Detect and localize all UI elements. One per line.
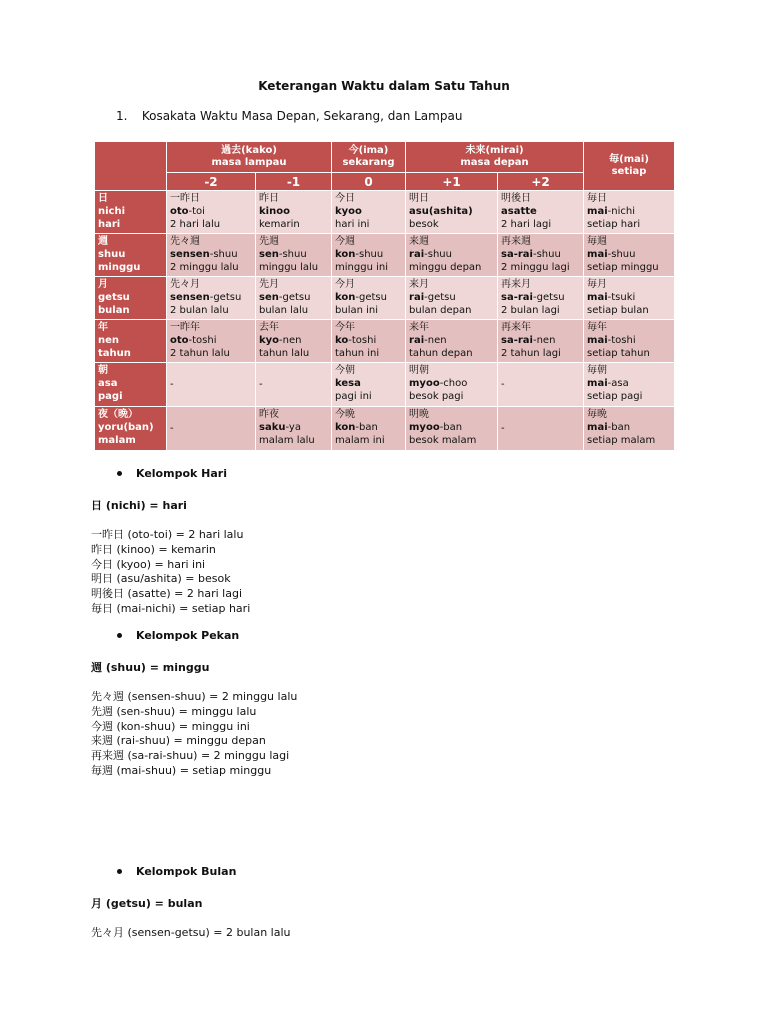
cell-meaning: 2 hari lagi bbox=[501, 219, 552, 230]
bullet-item bbox=[117, 467, 227, 480]
vocab-line: 来週 (rai-shuu) = minggu depan bbox=[91, 734, 266, 748]
table-row bbox=[95, 320, 675, 363]
table-cell bbox=[584, 320, 675, 363]
table-cell bbox=[332, 277, 406, 320]
cell-romaji bbox=[587, 205, 671, 218]
vocab-line: 明日 (asu/ashita) = besok bbox=[91, 572, 231, 586]
cell-kanji: 今晩 bbox=[335, 409, 356, 420]
group-heading: 日 (nichi) = hari bbox=[91, 499, 187, 512]
cell-romaji bbox=[409, 377, 494, 390]
cell-meaning: minggu lalu bbox=[259, 262, 319, 273]
cell-romaji-rest: -toshi bbox=[607, 335, 636, 346]
table-cell bbox=[584, 234, 675, 277]
cell-romaji bbox=[409, 421, 494, 434]
row-header-text: 日 bbox=[98, 193, 108, 204]
cell-kanji: 一昨日 bbox=[170, 193, 200, 204]
cell-meaning: setiap hari bbox=[587, 219, 641, 230]
cell-meaning: tahun ini bbox=[335, 348, 380, 359]
cell-kanji: 再来週 bbox=[501, 236, 532, 247]
cell-meaning: 2 tahun lalu bbox=[170, 348, 230, 359]
table-row bbox=[95, 407, 675, 451]
empty-dash: - bbox=[501, 379, 505, 390]
cell-kanji: 一昨年 bbox=[170, 322, 200, 333]
row-header-text: malam bbox=[98, 435, 136, 446]
cell-meaning: 2 minggu lalu bbox=[170, 262, 239, 273]
cell-romaji-rest: -ban bbox=[439, 422, 463, 433]
table-cell bbox=[256, 363, 332, 407]
cell-kanji: 毎日 bbox=[587, 193, 608, 204]
cell-kanji: 再来年 bbox=[501, 322, 532, 333]
cell-romaji-bold: sa-rai bbox=[501, 335, 533, 346]
bullet-dot-icon bbox=[117, 633, 122, 638]
cell-meaning: 2 hari lalu bbox=[170, 219, 221, 230]
cell-romaji bbox=[587, 291, 671, 304]
cell-romaji-bold: mai bbox=[587, 249, 608, 260]
table-cell bbox=[256, 277, 332, 320]
cell-romaji-bold: sensen bbox=[170, 292, 210, 303]
row-header-text: nichi bbox=[98, 206, 126, 217]
cell-romaji-rest: -nen bbox=[532, 335, 556, 346]
bullet-text: Kelompok Bulan bbox=[136, 865, 237, 878]
vocab-line: 一昨日 (oto-toi) = 2 hari lalu bbox=[91, 528, 244, 541]
cell-romaji bbox=[170, 291, 252, 304]
cell-romaji-rest: -shuu bbox=[209, 249, 238, 260]
table-cell bbox=[332, 363, 406, 407]
cell-romaji bbox=[335, 248, 402, 261]
cell-romaji-rest: -asa bbox=[607, 378, 629, 389]
cell-romaji bbox=[259, 248, 328, 261]
cell-romaji-bold: sa-rai bbox=[501, 292, 533, 303]
cell-romaji-bold: sa-rai bbox=[501, 249, 533, 260]
cell-romaji-rest: -getsu bbox=[532, 292, 565, 303]
cell-romaji bbox=[409, 334, 494, 347]
table-row bbox=[95, 277, 675, 320]
table-cell bbox=[584, 363, 675, 407]
vocab-line: 毎週 (mai-shuu) = setiap minggu bbox=[91, 764, 272, 777]
numbered-list-item bbox=[116, 109, 462, 123]
cell-romaji bbox=[587, 377, 671, 390]
cell-kanji: 明晩 bbox=[409, 409, 430, 420]
row-header-text: tahun bbox=[98, 348, 131, 359]
cell-kanji: 先々週 bbox=[170, 236, 200, 247]
cell-romaji-bold: asatte bbox=[501, 206, 537, 217]
table-cell bbox=[406, 363, 498, 407]
cell-meaning: malam ini bbox=[335, 435, 385, 446]
cell-kanji: 昨日 bbox=[259, 193, 279, 204]
cell-kanji: 毎年 bbox=[587, 322, 608, 333]
header-group-mirai: 未来(mirai) masa depan bbox=[406, 142, 584, 173]
cell-romaji bbox=[170, 205, 252, 218]
cell-romaji-bold: kesa bbox=[335, 378, 361, 389]
cell-meaning: besok pagi bbox=[409, 391, 464, 402]
cell-romaji-rest: -toi bbox=[188, 206, 205, 217]
cell-meaning: setiap pagi bbox=[587, 391, 643, 402]
table-cell bbox=[406, 234, 498, 277]
table-cell bbox=[584, 277, 675, 320]
list-text: Kosakata Waktu Masa Depan, Sekarang, dan Lampau bbox=[141, 109, 463, 123]
cell-meaning: tahun depan bbox=[409, 348, 473, 359]
cell-kanji: 来年 bbox=[409, 322, 430, 333]
cell-romaji-rest: -getsu bbox=[424, 292, 456, 303]
group-heading: 週 (shuu) = minggu bbox=[91, 661, 210, 674]
header-group-ima: 今(ima) sekarang bbox=[332, 142, 406, 173]
cell-kanji: 明朝 bbox=[409, 365, 430, 376]
table-cell bbox=[498, 277, 584, 320]
table-cell bbox=[167, 277, 256, 320]
time-vocabulary-table bbox=[94, 141, 675, 451]
cell-kanji: 来週 bbox=[409, 236, 430, 247]
vocab-line: 今日 (kyoo) = hari ini bbox=[91, 557, 206, 571]
cell-romaji-bold: saku bbox=[259, 422, 286, 433]
cell-romaji bbox=[409, 248, 494, 261]
cell-meaning: setiap bulan bbox=[587, 305, 649, 316]
cell-kanji: 今年 bbox=[335, 322, 356, 333]
cell-meaning: malam lalu bbox=[259, 435, 315, 446]
list-number: 1. bbox=[116, 109, 128, 123]
cell-romaji-bold: kon bbox=[335, 422, 356, 433]
bullet-text: Kelompok Pekan bbox=[136, 629, 240, 642]
table-row bbox=[95, 234, 675, 277]
table-cell bbox=[256, 234, 332, 277]
row-header bbox=[95, 191, 167, 234]
cell-romaji bbox=[170, 334, 252, 347]
cell-meaning: kemarin bbox=[259, 219, 300, 230]
cell-romaji-rest: -choo bbox=[439, 378, 468, 389]
cell-romaji bbox=[409, 205, 494, 218]
table-row bbox=[95, 191, 675, 234]
offset-zero: 0 bbox=[332, 173, 406, 191]
cell-romaji bbox=[259, 291, 328, 304]
row-header-text: getsu bbox=[98, 292, 130, 303]
table-cell bbox=[167, 320, 256, 363]
cell-romaji-rest: -shuu bbox=[607, 249, 636, 260]
cell-meaning: 2 minggu lagi bbox=[501, 262, 570, 273]
table-cell bbox=[584, 191, 675, 234]
row-header bbox=[95, 320, 167, 363]
cell-romaji bbox=[409, 291, 494, 304]
cell-kanji: 明後日 bbox=[501, 193, 532, 204]
cell-romaji bbox=[170, 248, 252, 261]
row-header-text: pagi bbox=[98, 391, 123, 402]
cell-romaji-bold: kinoo bbox=[259, 206, 290, 217]
cell-romaji-rest: -getsu bbox=[209, 292, 242, 303]
cell-romaji bbox=[501, 291, 580, 304]
cell-romaji-bold: mai bbox=[587, 335, 608, 346]
cell-romaji-bold: kyoo bbox=[335, 206, 362, 217]
row-header-text: 週 bbox=[98, 236, 108, 247]
header-group-kako: 過去(kako) masa lampau bbox=[167, 142, 332, 173]
cell-kanji: 再来月 bbox=[501, 279, 532, 290]
cell-romaji bbox=[335, 334, 402, 347]
offset-plus-2: +2 bbox=[498, 173, 584, 191]
cell-romaji-bold: myoo bbox=[409, 378, 440, 389]
header-group-mai: 毎(mai) setiap bbox=[584, 142, 675, 191]
cell-meaning: bulan ini bbox=[335, 305, 379, 316]
cell-romaji-rest: -shuu bbox=[355, 249, 384, 260]
empty-dash: - bbox=[501, 423, 505, 434]
table-cell bbox=[167, 234, 256, 277]
cell-meaning: bulan depan bbox=[409, 305, 472, 316]
cell-meaning: setiap malam bbox=[587, 435, 656, 446]
cell-kanji: 毎週 bbox=[587, 236, 608, 247]
cell-romaji-rest: -nen bbox=[279, 335, 302, 346]
table-cell bbox=[498, 234, 584, 277]
cell-kanji: 今月 bbox=[335, 279, 356, 290]
cell-romaji-rest: -shuu bbox=[424, 249, 452, 260]
cell-romaji-bold: myoo bbox=[409, 422, 440, 433]
row-header-text: 夜（晩） bbox=[98, 409, 138, 420]
bullet-dot-icon bbox=[117, 869, 122, 874]
cell-romaji-rest: -shuu bbox=[278, 249, 307, 260]
table-cell bbox=[406, 407, 498, 451]
table-cell bbox=[256, 191, 332, 234]
cell-kanji: 毎晩 bbox=[587, 409, 608, 420]
cell-meaning: 2 bulan lagi bbox=[501, 305, 560, 316]
offset-minus-2: -2 bbox=[167, 173, 256, 191]
cell-meaning: setiap minggu bbox=[587, 262, 659, 273]
cell-romaji-rest: -shuu bbox=[532, 249, 561, 260]
cell-meaning: 2 tahun lagi bbox=[501, 348, 561, 359]
cell-romaji bbox=[335, 421, 402, 434]
vocab-line: 先々月 (sensen-getsu) = 2 bulan lalu bbox=[91, 926, 291, 939]
cell-romaji-bold: sensen bbox=[170, 249, 210, 260]
cell-romaji-bold: oto bbox=[170, 335, 189, 346]
bullet-text: Kelompok Hari bbox=[136, 467, 227, 480]
table-cell bbox=[406, 191, 498, 234]
cell-romaji-bold: mai bbox=[587, 292, 608, 303]
cell-romaji-bold: rai bbox=[409, 292, 425, 303]
cell-romaji-bold: kon bbox=[335, 292, 356, 303]
cell-kanji: 毎朝 bbox=[587, 365, 608, 376]
row-header-text: shuu bbox=[98, 249, 126, 260]
row-header-text: 年 bbox=[98, 322, 108, 333]
table-cell bbox=[256, 407, 332, 451]
cell-romaji bbox=[501, 334, 580, 347]
page-title: Keterangan Waktu dalam Satu Tahun bbox=[258, 79, 510, 93]
cell-romaji-rest: -getsu bbox=[355, 292, 387, 303]
cell-romaji-rest: -ya bbox=[285, 422, 301, 433]
table-cell bbox=[498, 191, 584, 234]
cell-romaji-bold: mai bbox=[587, 422, 608, 433]
cell-kanji: 去年 bbox=[259, 322, 279, 333]
cell-romaji bbox=[587, 334, 671, 347]
cell-romaji-bold: rai bbox=[409, 335, 425, 346]
table-cell bbox=[406, 320, 498, 363]
group-heading: 月 (getsu) = bulan bbox=[91, 897, 203, 910]
cell-kanji: 先月 bbox=[259, 279, 279, 290]
row-header-text: hari bbox=[98, 219, 121, 230]
cell-meaning: minggu ini bbox=[335, 262, 388, 273]
cell-romaji-rest: -nichi bbox=[607, 206, 635, 217]
table-cell bbox=[256, 320, 332, 363]
row-header-text: bulan bbox=[98, 305, 130, 316]
cell-romaji-rest: -getsu bbox=[278, 292, 311, 303]
vocab-line: 毎日 (mai-nichi) = setiap hari bbox=[91, 602, 251, 615]
table-cell bbox=[332, 320, 406, 363]
cell-romaji-bold: oto bbox=[170, 206, 189, 217]
cell-kanji: 来月 bbox=[409, 279, 430, 290]
offset-minus-1: -1 bbox=[256, 173, 332, 191]
cell-romaji-bold: sen bbox=[259, 249, 279, 260]
cell-romaji-rest: -ban bbox=[355, 422, 378, 433]
cell-romaji-rest: -toshi bbox=[188, 335, 217, 346]
cell-romaji-bold: mai bbox=[587, 206, 608, 217]
cell-romaji bbox=[587, 421, 671, 434]
cell-romaji-rest: -ban bbox=[607, 422, 631, 433]
cell-romaji-rest: -toshi bbox=[348, 335, 377, 346]
bullet-item bbox=[117, 629, 239, 642]
cell-romaji bbox=[335, 205, 402, 218]
cell-kanji: 明日 bbox=[409, 193, 430, 204]
empty-dash: - bbox=[259, 379, 263, 390]
cell-kanji: 先々月 bbox=[170, 279, 200, 290]
cell-romaji bbox=[335, 377, 402, 390]
row-header-text: yoru(ban) bbox=[98, 422, 154, 433]
cell-meaning: hari ini bbox=[335, 219, 370, 230]
cell-meaning: minggu depan bbox=[409, 262, 482, 273]
cell-romaji bbox=[501, 205, 580, 218]
table-cell bbox=[167, 407, 256, 451]
vocab-line: 昨日 (kinoo) = kemarin bbox=[91, 542, 216, 556]
cell-kanji: 毎月 bbox=[587, 279, 608, 290]
cell-meaning: besok malam bbox=[409, 435, 477, 446]
cell-romaji bbox=[501, 248, 580, 261]
cell-romaji-rest: -tsuki bbox=[607, 292, 636, 303]
cell-meaning: bulan lalu bbox=[259, 305, 309, 316]
table-cell bbox=[584, 407, 675, 451]
table-cell bbox=[167, 191, 256, 234]
cell-romaji-bold: asu(ashita) bbox=[409, 206, 473, 217]
cell-kanji: 今朝 bbox=[335, 365, 356, 376]
vocab-line: 再来週 (sa-rai-shuu) = 2 minggu lagi bbox=[91, 749, 290, 763]
row-header-text: minggu bbox=[98, 262, 141, 273]
cell-meaning: 2 bulan lalu bbox=[170, 305, 229, 316]
table-cell bbox=[498, 363, 584, 407]
cell-romaji bbox=[259, 334, 328, 347]
cell-meaning: setiap tahun bbox=[587, 348, 650, 359]
table-cell bbox=[498, 320, 584, 363]
row-header-text: asa bbox=[98, 378, 118, 389]
bullet-item bbox=[117, 865, 236, 878]
cell-kanji: 先週 bbox=[259, 236, 279, 247]
cell-meaning: tahun lalu bbox=[259, 348, 310, 359]
cell-romaji bbox=[335, 291, 402, 304]
empty-dash: - bbox=[170, 423, 174, 434]
row-header bbox=[95, 363, 167, 407]
table-corner bbox=[95, 142, 167, 191]
cell-kanji: 今週 bbox=[335, 236, 356, 247]
cell-romaji bbox=[259, 205, 328, 218]
cell-romaji-bold: kon bbox=[335, 249, 356, 260]
cell-romaji bbox=[587, 248, 671, 261]
cell-kanji: 今日 bbox=[335, 193, 356, 204]
cell-kanji: 昨夜 bbox=[259, 409, 279, 420]
table-cell bbox=[332, 191, 406, 234]
empty-dash: - bbox=[170, 379, 174, 390]
cell-meaning: pagi ini bbox=[335, 391, 372, 402]
vocab-line: 明後日 (asatte) = 2 hari lagi bbox=[91, 587, 243, 601]
row-header bbox=[95, 277, 167, 320]
row-header-text: 朝 bbox=[98, 365, 108, 376]
row-header bbox=[95, 234, 167, 277]
cell-romaji-bold: kyo bbox=[259, 335, 280, 346]
bullet-dot-icon bbox=[117, 471, 122, 476]
cell-romaji-bold: ko bbox=[335, 335, 349, 346]
cell-romaji-bold: mai bbox=[587, 378, 608, 389]
row-header bbox=[95, 407, 167, 451]
row-header-text: 月 bbox=[98, 279, 108, 290]
row-header-text: nen bbox=[98, 335, 120, 346]
cell-romaji-bold: sen bbox=[259, 292, 279, 303]
cell-meaning: besok bbox=[409, 219, 439, 230]
table-cell bbox=[332, 234, 406, 277]
cell-romaji-rest: -nen bbox=[424, 335, 447, 346]
vocab-line: 今週 (kon-shuu) = minggu ini bbox=[91, 719, 250, 733]
cell-romaji-bold: rai bbox=[409, 249, 425, 260]
offset-plus-1: +1 bbox=[406, 173, 498, 191]
table-cell bbox=[167, 363, 256, 407]
vocab-line: 先週 (sen-shuu) = minggu lalu bbox=[91, 704, 257, 718]
table-cell bbox=[406, 277, 498, 320]
cell-romaji bbox=[259, 421, 328, 434]
table-cell bbox=[498, 407, 584, 451]
vocab-line: 先々週 (sensen-shuu) = 2 minggu lalu bbox=[91, 690, 298, 703]
table-cell bbox=[332, 407, 406, 451]
table-row bbox=[95, 363, 675, 407]
